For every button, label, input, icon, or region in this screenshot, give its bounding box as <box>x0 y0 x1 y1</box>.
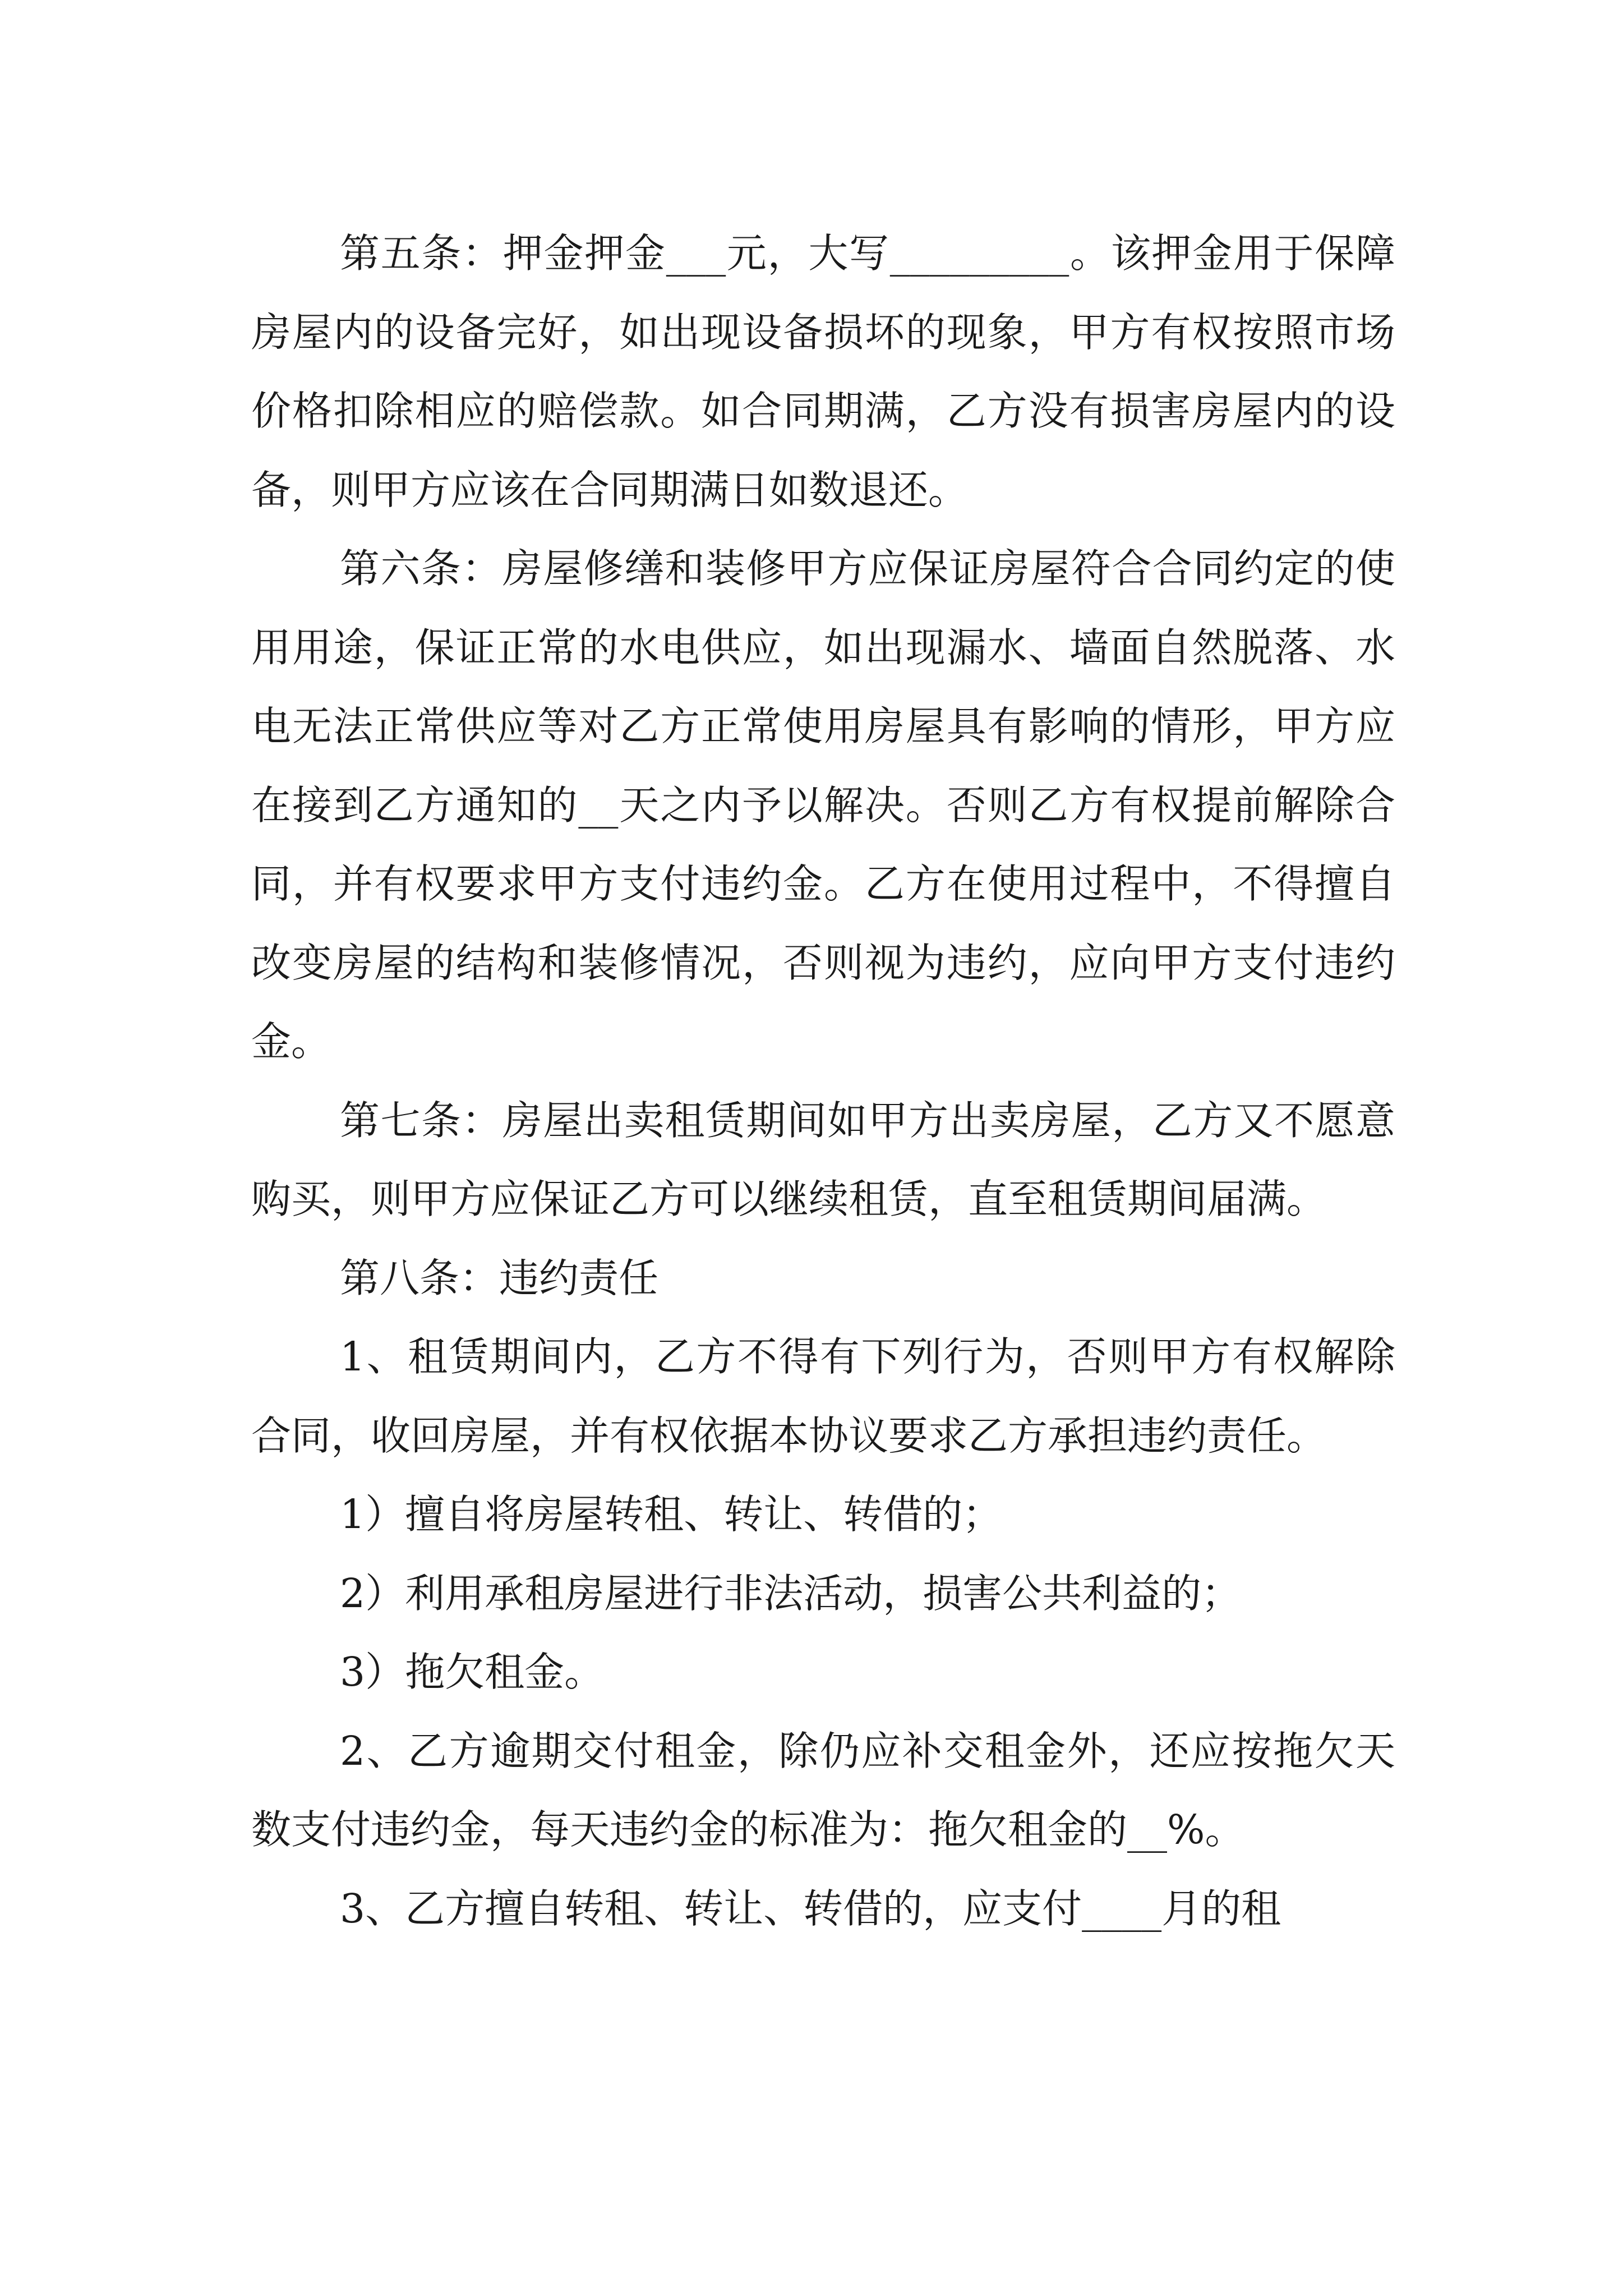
clause-8-item-2: 2、乙方逾期交付租金，除仍应补交租金外，还应按拖欠天数支付违约金，每天违约金的标准为：拖欠租金的__%。 <box>251 1727 1395 1853</box>
clause-8-item-1: 1、租赁期间内，乙方不得有下列行为，否则甲方有权解除合同，收回房屋，并有权依据本协议要求乙方承担违约责任。 <box>251 1333 1395 1459</box>
clause-8-heading: 第八条：违约责任 <box>340 1254 659 1301</box>
document-page <box>251 214 1395 1948</box>
clause-8-item-1-sub-2: 2）利用承租房屋进行非法活动，损害公共利益的； <box>340 1570 1242 1617</box>
clause-7-sale: 第七条：房屋出卖租赁期间如甲方出卖房屋，乙方又不愿意购买，则甲方应保证乙方可以继续租赁，直至租赁期间届满。 <box>251 1097 1395 1222</box>
clause-8-item-1-sub-3: 3）拖欠租金。 <box>340 1649 605 1695</box>
clause-5-deposit: 第五条：押金押金___元，大写_________。该押金用于保障房屋内的设备完好，如出现设备损坏的现象，甲方有权按照市场价格扣除相应的赔偿款。如合同期满，乙方没有损害房屋内的设备，则甲方应该在合同期满日如数退还。 <box>251 230 1395 513</box>
clause-8-item-3: 3、乙方擅自转租、转让、转借的，应支付____月的租 <box>340 1885 1281 1932</box>
clause-6-repair: 第六条：房屋修缮和装修甲方应保证房屋符合合同约定的使用用途，保证正常的水电供应，如出现漏水、墙面自然脱落、水电无法正常供应等对乙方正常使用房屋具有影响的情形，甲方应在接到乙方通知的__天之内予以解决。否则乙方有权提前解除合同，并有权要求甲方支付违约金。乙方在使用过程中，不得擅自改变房屋的结构和装修情况，否则视为违约，应向甲方支付违约金。 <box>251 545 1395 1065</box>
clause-8-item-1-sub-1: 1）擅自将房屋转租、转让、转借的； <box>340 1491 1003 1538</box>
